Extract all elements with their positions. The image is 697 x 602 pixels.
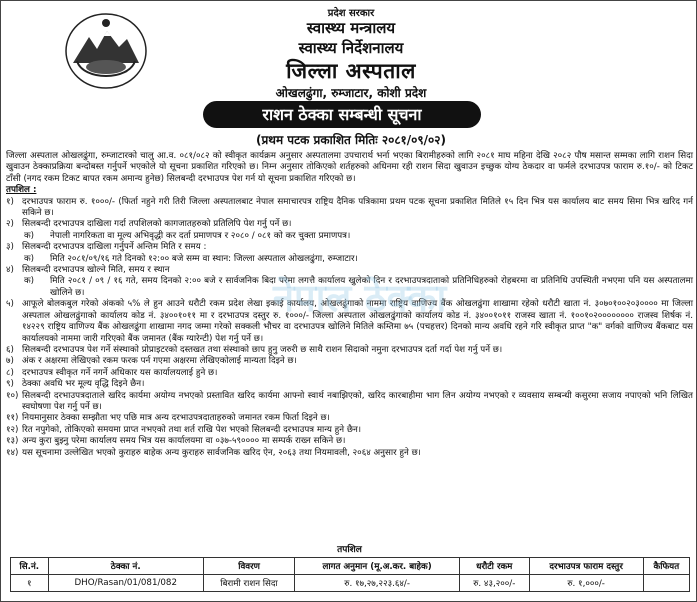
table-header-cell: लागत अनुमान (मू.अ.कर. बाहेक) [295,558,460,575]
table-row [11,575,690,592]
condition-item [6,276,693,299]
ministry-title: स्वास्थ्य मन्त्रालय [306,19,396,37]
condition-item [6,436,693,447]
table-header-cell: विवरण [203,558,294,575]
condition-text: मिति २०८१ / ०९ / १६ गते, समय दिनको २:०० बजे र सार्वजनिक बिदा परेमा लगत्तै कार्यालय खुलेको दिन र दरभाउपत्रदाताको प्रतिनिधिहरुको रोहबरमा वा प्रतिनिधि उपस्थिती नभएमा पनि यस अस्पतालमा खोलिने छ। [50,276,693,298]
table-cell: रु. १७,२७,२२३.६४/- [295,575,460,592]
condition-number: १२) [6,424,19,435]
table-cell: बिरामी राशन सिदा [203,575,294,592]
condition-text: दरभाउपत्र फाराम रु. १०००/- (फिर्ता नहुने गरी तिरी जिल्ला अस्पतालबाट नेपाल समाचारपत्र राष्ट्रिय दैनिक पत्रिकामा प्रथम पटक सूचना प्रकाशित मितिले १५ दिन भित्र यस कार्यालय बाट समय सिमा भित्र खरिद गर्न सकिने छ। [22,196,693,219]
condition-text: अन्य कुरा बुझ्नु परेमा कार्यालय समय भित्र यस कार्यालयमा वा ०३७-५९०००० मा सम्पर्क राख्न सकिने छ। [22,436,346,447]
nepal-government-emblem-icon [63,11,149,91]
condition-item [6,379,693,390]
condition-number: क) [24,276,35,287]
table-header-cell: ठेक्का नं. [48,558,203,575]
condition-text: नेपाली नागरिकता वा मूल्य अभिवृद्धी कर दर्ता प्रमाणपत्र र २०८० / ०८१ को कर चुक्ता प्रमाणपत्र। [50,230,351,241]
condition-text: सिलबन्दी दरभाउपत्र दाखिला गर्नुपर्ने अन्तिम मिति र समय : [22,242,207,253]
notice-banner: राशन ठेक्का सम्बन्धी सूचना [203,101,481,128]
condition-text: मिति २०८१/०९/१६ गते दिनको १२:०० बजे सम्म वा स्थान: जिल्ला अस्पताल ओखलढुंगा, रुम्जाटार। [50,253,358,264]
condition-item [6,265,693,276]
table-header-cell: कैफियत [643,558,689,575]
condition-item [6,425,693,436]
condition-text: सिलबन्दी दरभाउपत्रदाताले खरिद कार्यमा अयोग्य नभएको प्रस्तावित खरिद कार्यमा आफ्नो स्वार्थ नबाझिएको, खरिद कारबाहीमा भाग लिन अयोग्य नभएको र व्यवसाय सम्बन्धी कसुरमा सजाय नपाएको भनि लिखित स्वघोषणा पेश गर्नु पर्ने छ। [22,390,693,412]
condition-number: ८) [6,367,14,378]
condition-number: २) [6,219,14,230]
government-title: प्रदेश सरकार [327,8,375,19]
condition-text: रित नपुगेको, तोकिएको समयमा प्राप्त नभएको तथा शर्त राखि पेश भएको सिलबन्दी दरभाउपत्र मान्य हुने छैन। [22,424,362,435]
condition-text: दरभाउपत्र स्वीकृत गर्ने नगर्ने अधिकार यस कार्यालयलाई हुने छ। [22,367,218,378]
condition-number: क) [24,253,35,264]
intro-paragraph: जिल्ला अस्पताल ओखलढुंगा, रुम्जाटारको चालु आ.व. ०८१/०८२ को स्वीकृत कार्यक्रम अनुसार अस्पतालमा उपचारार्थ भर्ना भएका बिरामीहरुको लागि २०८१ माघ महिना देखि २०८२ पौष मसान्त सम्मका लागि राशन सिदा खुवाउन ठेक्काप्रक्रिया बन्दोबस्त गर्नुपर्ने भएकोले यो सूचना प्रकाशित गरिएको छ। निम्न अनुसार तोकिएको शर्तहरुको अधिनमा रही राशन सिदा खुवाउन इच्छुक योग्य ठेकदार वा फर्मले दरभाउपत्र फाराम रु.१०/- को टिकट टाँसी (नगद रकम टिकट बापत रकम अमान्य हुनेछ) सिलबन्दी दरभाउपत्र पेश गर्न यो सूचना प्रकाशित गरिएको छ। [6,151,693,184]
publish-date-subtitle: (प्रथम पटक प्रकाशित मितिः २०८१/०९/०२) [255,133,447,147]
condition-number: १३) [6,436,19,447]
condition-number: क) [24,230,35,241]
table-cell: १ [11,575,49,592]
condition-text: यस सूचनामा उल्लेखित भएको कुराहरु बाहेक अन्य कुराहरु सार्वजनिक खरिद ऐन, २०६३ तथा नियमावली, २०६४ अनुसार हुने छ। [22,447,421,458]
conditions-list [6,197,693,459]
table-cell: रु. ४३,२००/- [459,575,529,592]
table-header-cell: सि.नं. [11,558,49,575]
table-header-cell: दरभाउपत्र फाराम दस्तुर [529,558,643,575]
notice-body [6,151,693,459]
condition-item [6,448,693,459]
table-caption: तपशिल [337,545,362,555]
conditions-label: तपशिल : [6,185,37,196]
table-header-cell: धरौटी रकम [459,558,529,575]
table-cell: रु. १,०००/- [529,575,643,592]
condition-number: ६) [6,344,14,355]
condition-text: नियमानुसार ठेक्का सम्झौता भए पछि मात्र अन्य दरभाउपत्रदाताहरुको जमानत रकम फिर्ता दिइने छ। [22,413,330,424]
condition-item [6,368,693,379]
condition-number: १४) [6,447,19,458]
condition-number: ११) [6,413,19,424]
hospital-title: जिल्ला अस्पताल [286,59,416,83]
condition-item [6,242,693,253]
condition-text: ठेक्का अवधि भर मूल्य वृद्धि दिइने छैन। [22,379,145,390]
watermark-text: नेपाल ठेक्का [273,276,447,320]
condition-item [6,219,693,230]
condition-item [6,231,693,242]
condition-item [6,299,693,345]
condition-item [6,391,693,414]
table-cell [643,575,689,592]
condition-item [6,356,693,367]
contract-table [10,557,690,592]
table-header-row [11,558,690,575]
condition-number: ९) [6,379,14,390]
table-cell: DHO/Rasan/01/081/082 [48,575,203,592]
condition-item [6,197,693,220]
condition-text: आफूले बोलकबुल गरेको अंकको ५% ले हुन आउने धरौटी रकम प्रदेश लेखा इकाई कार्यालय, ओखलढुंगाको नाममा राष्ट्रिय वाणिज्य बैंक ओखलढुंगा शाखामा रहेको धरौटी खाता नं. ३०७०१००२०३०००० मा जिल्ला अस्पताल ओखलढुंगाको कार्यालय कोड नं. ३४००१०११ मा र दरभाउपत्र दस्तुर रु. १०००/- जिल्ला अस्पताल ओखलढुंगाको कार्यालय कोड नं. ३४००१०११ राजस्व खाता नं. १००१०२०००००००० राजस्व शिर्षक नं. १४२२९ राष्ट्रिय वाणिज्य बैंक ओखलढुंगा शाखामा नगद जम्मा गरेको सक्कली भौचर वा दरभाउपत्र खोलिने मितिले कम्तिमा ७५ (पचहत्तर) दिनको मान्य अवधि रहने गरि स्वीकृत प्राप्त "क" वर्गको वाणिज्य बैंकबाट यस कार्यालयको नाममा जारी गरिएको बैंक जमानत (बैंक ग्यारेन्टी) पेश गर्नु पर्ने छ। [22,299,693,344]
condition-text: सिलबन्दी दरभाउपत्र दाखिला गर्दा तपशिलको कागजातहरुको प्रतिलिपि पेश गर्नु पर्ने छ। [22,219,292,230]
table-body [11,575,690,592]
condition-number: १०) [6,390,19,401]
condition-number: ४) [6,265,14,276]
condition-item [6,413,693,424]
condition-text: सिलबन्दी दरभाउपत्र खोल्ने मिति, समय र स्थान [22,265,170,276]
condition-number: १) [6,196,14,207]
hospital-location: ओखलढुंगा, रुम्जाटार, कोशी प्रदेश [275,86,427,100]
condition-text: सिलबन्दी दरभाउपत्र पेश गर्ने संस्थाको प्रोप्राइटरको दस्तखत तथा संस्थाको छाप हुनु जरुरी छ साथै राशन सिदाको नमुना दरभाउपत्र दर्ता गर्दा पेश गर्नु पर्ने छ। [22,344,503,355]
directorate-title: स्वास्थ्य निर्देशनालय [298,39,404,57]
condition-number: ५) [6,299,14,310]
condition-item [6,254,693,265]
condition-number: ३) [6,242,14,253]
condition-item [6,345,693,356]
condition-text: अंक र अक्षरमा लेखिएको रकम फरक पर्न गएमा अक्षरमा लेखिएकोलाई मान्यता दिइने छ। [22,356,297,367]
condition-number: ७) [6,356,14,367]
